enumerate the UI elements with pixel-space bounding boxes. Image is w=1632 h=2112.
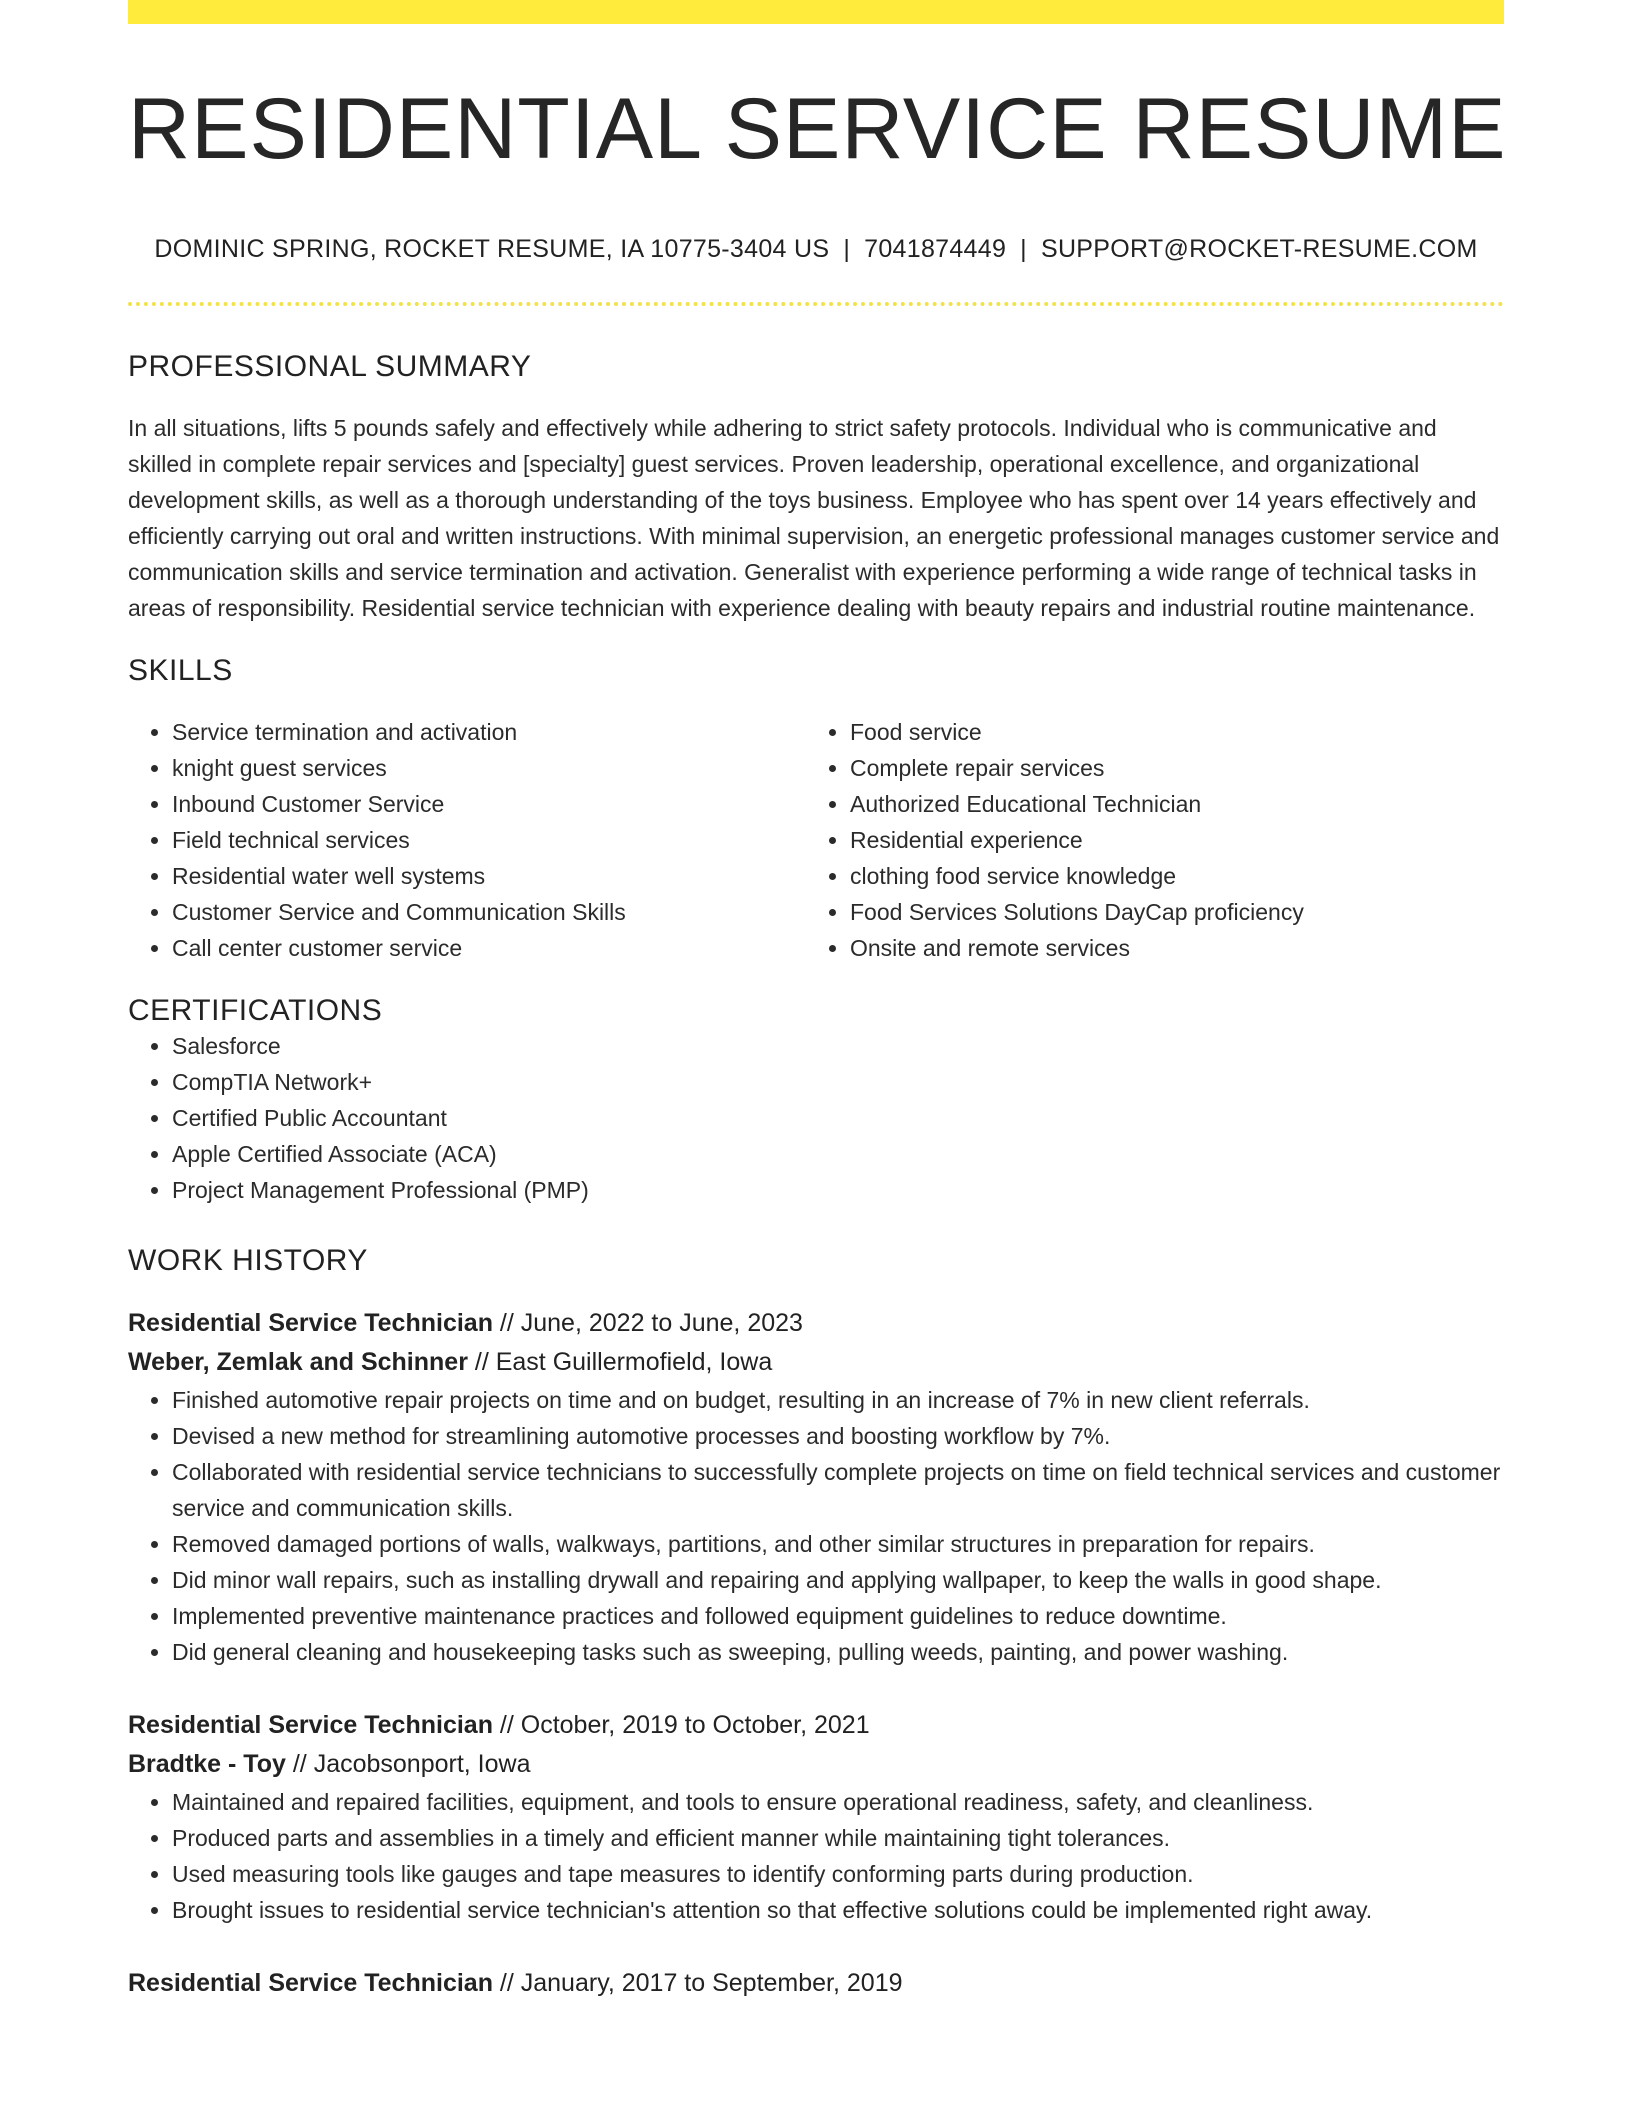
contact-line [128,235,1504,264]
skill-item: • Onsite and remote services [850,930,1484,966]
certification-item: • Project Management Professional (PMP) [172,1172,1504,1208]
job-bullet: • Brought issues to residential service technician's attention so that effective solutions could be implemented right away. [172,1892,1504,1928]
job-bullet: • Produced parts and assemblies in a timely and efficient manner while maintaining tight tolerances. [172,1820,1504,1856]
certifications-list [128,1028,1504,1208]
job-company-line [128,1745,1504,1784]
skills-grid [128,714,1504,966]
job-dates: // January, 2017 to September, 2019 [492,1968,903,1997]
contact-separator: | [1020,234,1027,263]
skills-column-right [806,714,1484,966]
certification-item: • Salesforce [172,1028,1504,1064]
work-history-heading: WORK HISTORY [128,1243,368,1277]
contact-email: SUPPORT@ROCKET-RESUME.COM [1040,234,1478,263]
job-bullets [128,1784,1504,1928]
accent-top-bar [128,0,1504,24]
skill-item: • Service termination and activation [172,714,806,750]
skills-column-left [128,714,806,966]
skill-item: • Field technical services [172,822,806,858]
job-title: Residential Service Technician [128,1968,493,1997]
summary-heading: PROFESSIONAL SUMMARY [128,349,532,383]
job-title: Residential Service Technician [128,1308,493,1337]
skill-item: • Food Services Solutions DayCap proficiency [850,894,1484,930]
job-entry [128,1304,1504,1670]
job-bullet: • Did minor wall repairs, such as installing drywall and repairing and applying wallpaper, to keep the walls in good shape. [172,1562,1504,1598]
job-title-line [128,1964,1504,2003]
job-location: // Jacobsonport, Iowa [285,1749,531,1778]
job-bullets [128,1382,1504,1670]
skill-item: • Residential experience [850,822,1484,858]
job-bullet: • Used measuring tools like gauges and tape measures to identify conforming parts during production. [172,1856,1504,1892]
job-title: Residential Service Technician [128,1710,493,1739]
skill-item: • Inbound Customer Service [172,786,806,822]
job-bullet: • Devised a new method for streamlining automotive processes and boosting workflow by 7%. [172,1418,1504,1454]
job-company: Bradtke - Toy [128,1749,286,1778]
skills-heading: SKILLS [128,653,233,687]
summary-text: In all situations, lifts 5 pounds safely and effectively while adhering to strict safety protocols. Individual who is communicative and skilled in complete repair services and [specialty] guest services. Proven leadership, operational excellence, and organizational development skills, as well as a thorough understanding of the toys business. Employee who has spent over 14 years effectively and efficiently carrying out oral and written instructions. With minimal supervision, an energetic professional manages customer service and communication skills and service termination and activation. Generalist with experience performing a wide range of technical tasks in areas of responsibility. Residential service technician with experience dealing with beauty repairs and industrial routine maintenance. [128,414,1500,621]
skill-item: • Food service [850,714,1484,750]
job-company: Weber, Zemlak and Schinner [128,1347,468,1376]
job-dates: // October, 2019 to October, 2021 [492,1710,870,1739]
contact-phone: 7041874449 [864,234,1007,263]
skill-item: • Customer Service and Communication Skills [172,894,806,930]
contact-address: DOMINIC SPRING, ROCKET RESUME, IA 10775-3404 US [154,234,830,263]
job-entry [128,1964,1504,2003]
resume-page [128,0,1507,2003]
skill-item: • Call center customer service [172,930,806,966]
skill-item: • clothing food service knowledge [850,858,1484,894]
job-title-line [128,1304,1504,1343]
job-company-line [128,1343,1504,1382]
job-bullet: • Implemented preventive maintenance practices and followed equipment guidelines to reduce downtime. [172,1598,1504,1634]
job-entry [128,1706,1504,1928]
dotted-divider [128,302,1504,306]
job-bullet: • Maintained and repaired facilities, equipment, and tools to ensure operational readiness, safety, and cleanliness. [172,1784,1504,1820]
skill-item: • Residential water well systems [172,858,806,894]
certification-item: • Apple Certified Associate (ACA) [172,1136,1504,1172]
job-dates: // June, 2022 to June, 2023 [492,1308,803,1337]
resume-title: RESIDENTIAL SERVICE RESUME [128,81,1507,177]
job-bullet: • Did general cleaning and housekeeping tasks such as sweeping, pulling weeds, painting, and power washing. [172,1634,1504,1670]
job-bullet: • Finished automotive repair projects on time and on budget, resulting in an increase of 7% in new client referrals. [172,1382,1504,1418]
certifications-heading: CERTIFICATIONS [128,993,383,1027]
certification-item: • Certified Public Accountant [172,1100,1504,1136]
contact-separator: | [843,234,851,263]
skill-item: • Complete repair services [850,750,1484,786]
job-bullet: • Removed damaged portions of walls, walkways, partitions, and other similar structures in preparation for repairs. [172,1526,1504,1562]
certification-item: • CompTIA Network+ [172,1064,1504,1100]
job-title-line [128,1706,1504,1745]
skill-item: • knight guest services [172,750,806,786]
skill-item: • Authorized Educational Technician [850,786,1484,822]
job-bullet: • Collaborated with residential service technicians to successfully complete projects on time on field technical services and customer service and communication skills. [172,1454,1504,1526]
job-location: // East Guillermofield, Iowa [467,1347,773,1376]
